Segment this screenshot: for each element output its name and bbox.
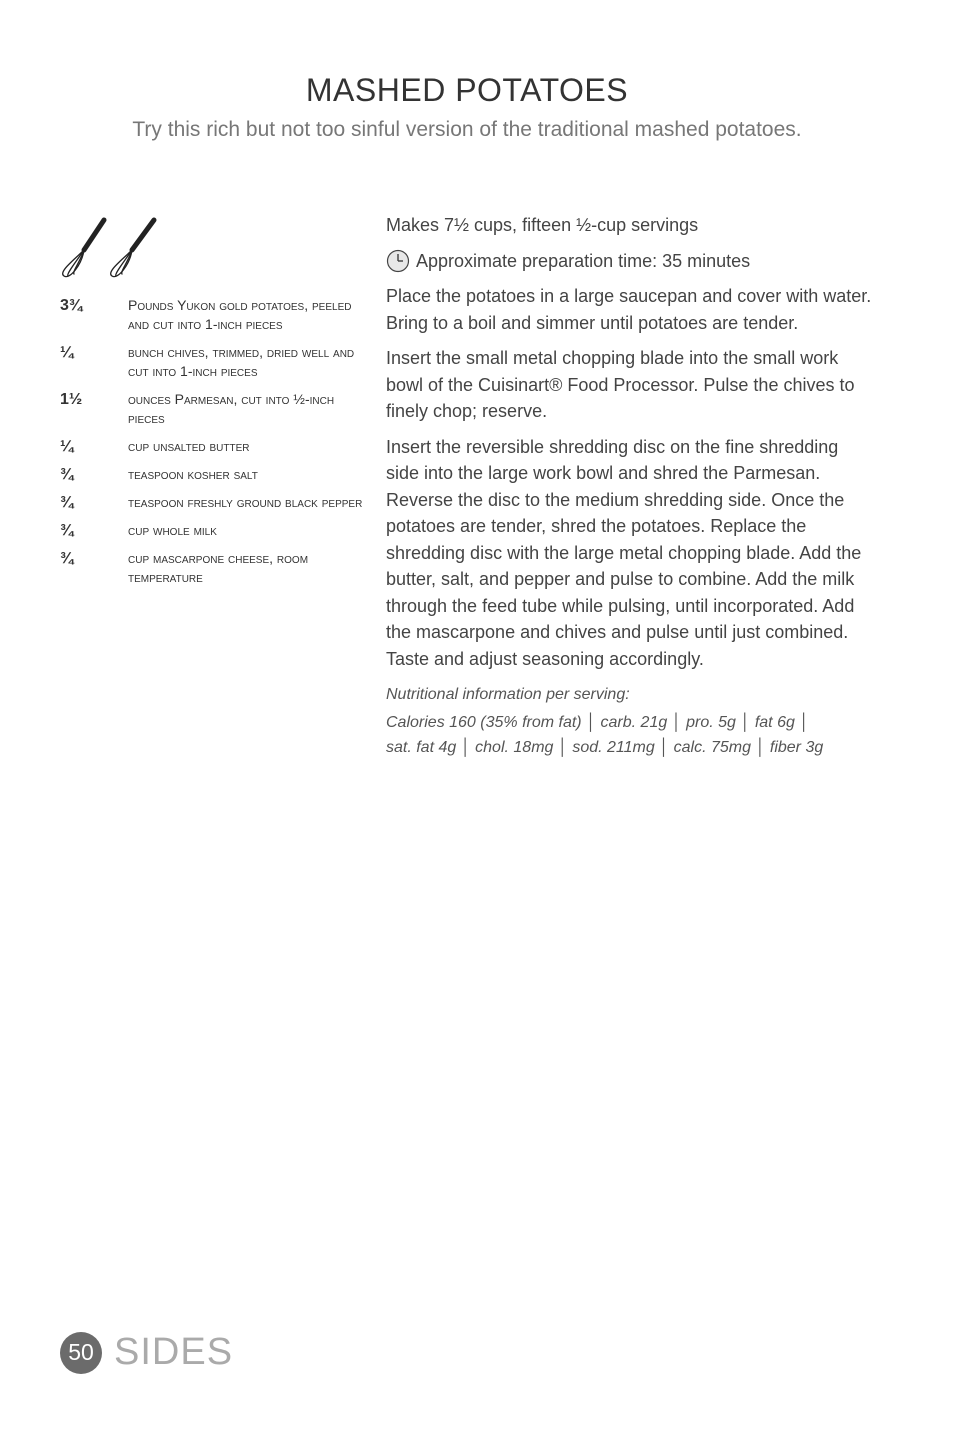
ingredient-item: [60, 437, 370, 456]
recipe-subtitle: Try this rich but not too sinful version of the traditional mashed potatoes.: [132, 118, 802, 141]
ingredient-qty: ¾: [60, 550, 74, 567]
nutrition-label: Nutritional information per serving:: [386, 686, 630, 703]
ingredient-item: [60, 343, 370, 381]
ingredient-text: teaspoon kosher salt: [128, 466, 258, 482]
ingredient-qty: ¼: [60, 344, 74, 361]
ingredient-text: cup unsalted butter: [128, 438, 250, 454]
prep-time: [386, 248, 876, 275]
ingredient-item: [60, 549, 370, 587]
ingredient-item: [60, 493, 370, 512]
ingredient-item: [60, 465, 370, 484]
section-name: SIDES: [114, 1331, 234, 1373]
page-number: 50: [60, 1332, 102, 1374]
step-text: Insert the reversible shredding disc on the fine shredding side into the large work bowl and shred the Parmesan. Reverse the disc to the medium shredding side. Once the potatoes are tender, shred the potatoes. Replace the shredding disc with the large metal chopping blade. Add the butter, salt, and pepper and pulse to combine. Add the milk through the feed tube while pulsing, until incorporated. Add the mascarpone and chives and pulse until just combined. Taste and adjust seasoning accordingly.: [386, 436, 862, 669]
nutrition-line: Calories 160 (35% from fat) │ carb. 21g │ pro. 5g │ fat 6g │: [386, 714, 810, 731]
page-footer: [60, 1331, 233, 1374]
clock-icon: [386, 249, 410, 273]
ingredient-item: [60, 521, 370, 540]
prep-time-text: Approximate preparation time: 35 minutes: [416, 250, 751, 271]
ingredient-list: [60, 296, 370, 596]
step-text: Insert the small metal chopping blade into the small work bowl of the Cuisinart® Food Processor. Pulse the chives to finely chop; reserve.: [386, 348, 855, 421]
nutrition-line: sat. fat 4g │ chol. 18mg │ sod. 211mg │ calc. 75mg │ fiber 3g: [386, 739, 824, 756]
recipe-title: MASHED POTATOES: [305, 72, 629, 108]
ingredient-text: cup whole milk: [128, 522, 217, 538]
ingredient-qty: ¼: [60, 438, 74, 455]
step-text: Place the potatoes in a large saucepan and cover with water. Bring to a boil and simmer until potatoes are tender.: [386, 286, 872, 333]
whisk-icon: [56, 216, 166, 282]
ingredient-qty: 1½: [60, 391, 83, 408]
ingredient-qty: 3¾: [60, 297, 83, 314]
ingredient-qty: ¾: [60, 522, 74, 539]
ingredient-qty: ¾: [60, 494, 74, 511]
ingredient-text: Pounds Yukon gold potatoes, peeled and cut into 1-inch pieces: [128, 297, 352, 332]
ingredient-item: [60, 296, 370, 334]
ingredient-text: bunch chives, trimmed, dried well and cut into 1-inch pieces: [128, 344, 355, 379]
ingredient-qty: ¾: [60, 466, 74, 483]
ingredient-text: ounces Parmesan, cut into ½-inch pieces: [128, 391, 335, 426]
yield-text: Makes 7½ cups, fifteen ½-cup servings: [386, 215, 699, 235]
ingredient-item: [60, 390, 370, 428]
ingredient-text: teaspoon freshly ground black pepper: [128, 494, 363, 510]
ingredient-text: cup mascarpone cheese, room temperature: [128, 550, 309, 585]
instructions: [386, 212, 876, 760]
